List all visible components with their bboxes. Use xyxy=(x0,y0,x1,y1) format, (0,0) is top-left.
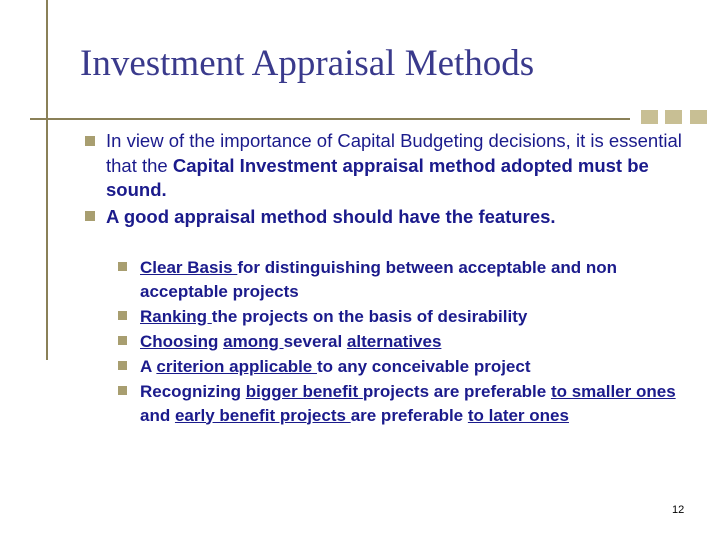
link-among[interactable]: among xyxy=(223,332,284,351)
decorative-box xyxy=(641,110,658,124)
decorative-box xyxy=(665,110,682,124)
sub-bullet-text: projects are preferable xyxy=(362,382,551,401)
page-number: 12 xyxy=(672,504,685,516)
sub-bullet-square-icon xyxy=(118,386,127,395)
sub-bullet-text: to any conceivable project xyxy=(316,357,531,376)
sub-bullet-square-icon xyxy=(118,361,127,370)
sub-bullet-criterion xyxy=(140,355,700,379)
left-vertical-rule xyxy=(46,0,48,360)
slide-title: Investment Appraisal Methods xyxy=(80,43,535,84)
sub-bullet-text: the projects on the basis of desirability xyxy=(211,307,528,326)
bullet-text-emphasis: Capital Investment appraisal method adopted must be sound. xyxy=(106,154,649,200)
sub-bullet-text: A xyxy=(140,357,157,376)
link-to-later-ones[interactable]: to later ones xyxy=(467,405,569,425)
sub-bullet-text: and xyxy=(140,405,175,425)
sub-bullet-choosing xyxy=(140,330,700,354)
sub-bullet-square-icon xyxy=(118,336,127,345)
bullet-square-icon xyxy=(85,211,95,221)
link-criterion-applicable[interactable]: criterion applicable xyxy=(156,357,317,376)
link-clear-basis[interactable]: Clear Basis xyxy=(140,258,238,277)
link-to-smaller-ones[interactable]: to smaller ones xyxy=(550,382,676,401)
bullet-square-icon xyxy=(85,136,95,146)
link-bigger-benefit[interactable]: bigger benefit xyxy=(245,382,363,401)
link-choosing[interactable]: Choosing xyxy=(140,332,219,351)
link-ranking[interactable]: Ranking xyxy=(140,307,212,326)
link-alternatives[interactable]: alternatives xyxy=(346,332,442,351)
sub-bullet-text: several xyxy=(283,332,347,351)
sub-bullet-text: for distinguishing between acceptable and non acceptable projects xyxy=(140,258,618,301)
sub-bullet-text: Recognizing xyxy=(140,382,246,401)
bullet-text-capital-budgeting xyxy=(106,129,686,203)
sub-bullet-square-icon xyxy=(118,311,127,320)
bullet-text-features: A good appraisal method should have the features. xyxy=(106,206,556,227)
sub-bullet-square-icon xyxy=(118,262,127,271)
decorative-box xyxy=(690,110,707,124)
sub-bullet-ranking xyxy=(140,305,700,329)
sub-bullet-clear-basis xyxy=(140,256,685,303)
bullet-text-part: In view of the importance of Capital Budgeting decisions, it is essential that the xyxy=(106,130,682,176)
sub-bullet-text: are preferable xyxy=(350,405,468,425)
link-early-benefit-projects[interactable]: early benefit projects xyxy=(174,405,351,425)
title-underline-rule xyxy=(30,118,630,120)
sub-bullet-recognizing xyxy=(140,380,685,427)
